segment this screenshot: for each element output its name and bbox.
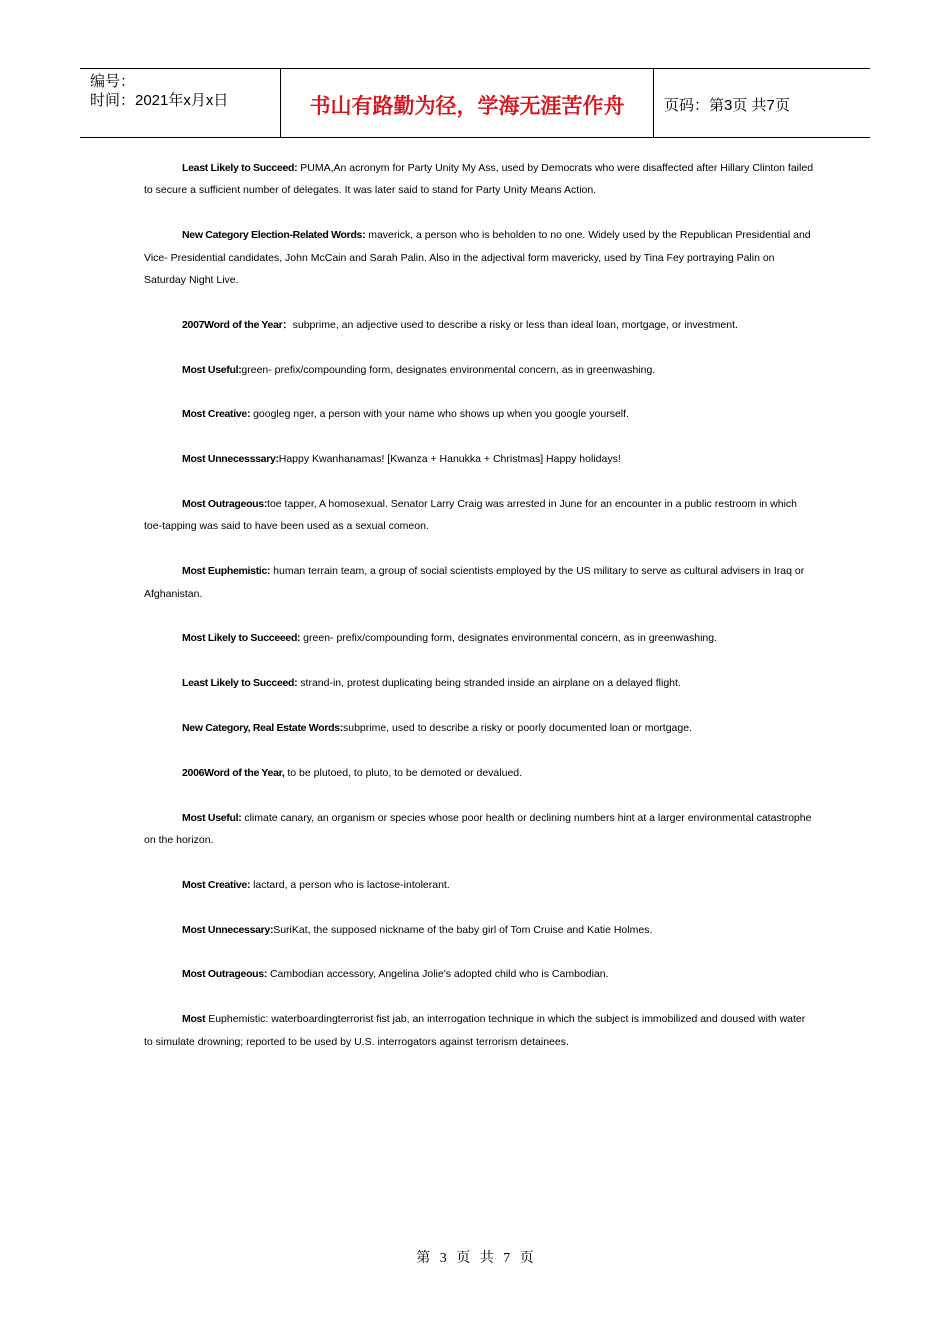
- entry-term: Least Likely to Succeed:: [182, 677, 298, 690]
- entry-paragraph: [144, 807, 814, 852]
- entry-paragraph: [144, 493, 814, 538]
- document-date: 时间：2021年x月x日: [90, 92, 229, 109]
- entry-text: green- prefix/compounding form, designates environmental concern, as in greenwashing.: [241, 363, 656, 376]
- entry-term: Most Creative:: [182, 878, 251, 891]
- header-page-cell: [654, 69, 870, 137]
- document-number-label: 编号：: [90, 73, 136, 90]
- entry-term: 2007Word of the Year：: [182, 318, 293, 331]
- entry-text: subprime, an adjective used to describe a risky or less than ideal loan, mortgage, or investment.: [292, 318, 738, 331]
- entry-paragraph: [144, 448, 814, 470]
- entry-text: SuriKat, the supposed nickname of the baby girl of Tom Cruise and Katie Holmes.: [273, 923, 653, 936]
- entry-text: Happy Kwanhanamas! [Kwanza + Hanukka + Christmas] Happy holidays!: [278, 453, 621, 466]
- entry-term: Most Euphemistic:: [182, 565, 271, 578]
- entry-text: maverick, a person who is beholden to no one. Widely used by the Republican Presidential and Vice- Presidential candidates, John McCain and Sarah Palin. Also in the adjectival form mavericky, used by Tina Fey portraying Palin on Saturday Night Live.: [144, 229, 811, 287]
- entry-paragraph: [144, 224, 814, 291]
- entry-paragraph: [144, 919, 814, 941]
- entry-term: Least Likely to Succeed:: [182, 162, 298, 174]
- entry-term: Most Outrageous:: [182, 968, 268, 981]
- entry-paragraph: [144, 874, 814, 896]
- entry-term: Most Likely to Succeeed:: [182, 632, 301, 645]
- document-body: [144, 157, 814, 1053]
- entry-text: toe tapper, A homosexual. Senator Larry Craig was arrested in June for an encounter in a public restroom in which toe-tapping was said to have been used as a sexual comeon.: [144, 498, 798, 533]
- entry-term: Most: [182, 1013, 206, 1026]
- entry-paragraph: [144, 560, 814, 605]
- page-footer: [0, 1247, 950, 1267]
- footer-page-number: 第 3 页 共 7 页: [416, 1251, 534, 1266]
- entry-term: Most Unnecesssary:: [182, 453, 279, 466]
- entry-paragraph: [144, 963, 814, 985]
- entry-text: to be plutoed, to pluto, to be demoted or devalued.: [284, 766, 523, 779]
- entry-paragraph: [144, 717, 814, 739]
- entry-text: green- prefix/compounding form, designates environmental concern, as in greenwashing.: [300, 632, 717, 645]
- entry-text: subprime, used to describe a risky or poorly documented loan or mortgage.: [342, 722, 692, 734]
- entry-paragraph: [144, 1008, 814, 1053]
- entry-term: New Category Election-Related Words:: [182, 229, 366, 242]
- entry-paragraph: [144, 627, 814, 649]
- entry-paragraph: [144, 359, 814, 381]
- entry-term: Most Outrageous:: [182, 498, 268, 510]
- entry-text: Cambodian accessory, Angelina Jolie's adopted child who is Cambodian.: [267, 968, 609, 981]
- entry-term: New Category, Real Estate Words:: [182, 722, 343, 734]
- entry-paragraph: [144, 157, 814, 202]
- entry-paragraph: [144, 403, 814, 425]
- entry-text: PUMA,An acronym for Party Unity My Ass, used by Democrats who were disaffected after Hillary Clinton failed to secure a sufficient number of delegates. It was later said to stand for Party Unity Means Action.: [144, 162, 814, 197]
- header-motto: 书山有路勤为径，学海无涯苦作舟: [309, 94, 625, 118]
- entry-paragraph: [144, 762, 814, 784]
- entry-text: googleg nger, a person with your name who shows up when you google yourself.: [250, 408, 629, 421]
- entry-text: human terrain team, a group of social scientists employed by the US military to serve as cultural advisers in Iraq or Afghanistan.: [144, 565, 805, 600]
- entry-text: lactard, a person who is lactose-intolerant.: [250, 878, 450, 891]
- entry-term: Most Unnecessary:: [182, 923, 274, 936]
- entry-term: Most Useful:: [182, 363, 242, 376]
- entry-text: strand-in, protest duplicating being stranded inside an airplane on a delayed flight.: [297, 677, 681, 690]
- entry-term: Most Useful:: [182, 811, 242, 824]
- header-page-info: 页码：第3页 共7页: [664, 96, 790, 114]
- entry-term: Most Creative:: [182, 408, 251, 421]
- entry-text: Euphemistic: waterboardingterrorist fist jab, an interrogation technique in which the subject is immobilized and doused with water to simulate drowning; reported to be used by U.S. interrogators against terrorism detainees.: [144, 1013, 806, 1048]
- page-header: [80, 68, 870, 138]
- entry-paragraph: [144, 672, 814, 694]
- header-motto-cell: [281, 69, 654, 137]
- entry-term: 2006Word of the Year,: [182, 766, 285, 779]
- entry-text: climate canary, an organism or species whose poor health or declining numbers hint at a larger environmental catastrophe on the horizon.: [144, 811, 812, 846]
- entry-paragraph: [144, 314, 814, 336]
- header-meta-cell: [80, 69, 281, 137]
